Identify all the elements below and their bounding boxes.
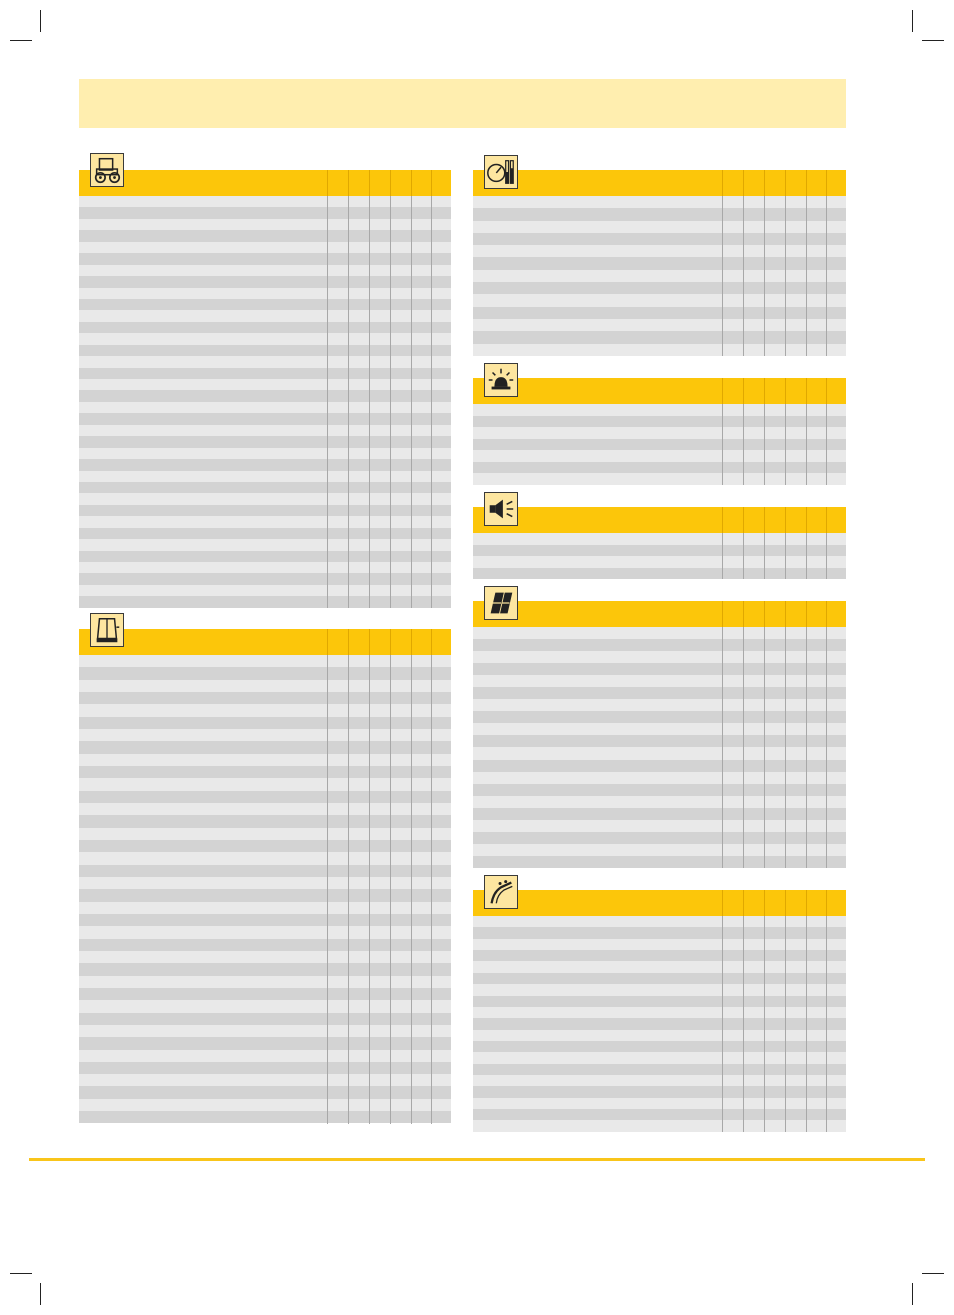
table-row xyxy=(473,984,846,995)
beacon-light-icon xyxy=(484,363,518,397)
table-row xyxy=(473,639,846,651)
table-row xyxy=(473,844,846,856)
table-row xyxy=(79,276,451,287)
table-row xyxy=(473,735,846,747)
table-row xyxy=(473,627,846,639)
crop-mark xyxy=(922,1273,944,1274)
table-row xyxy=(79,253,451,264)
table-row xyxy=(79,1086,451,1098)
section-hydraulics xyxy=(473,870,846,1132)
table-row xyxy=(79,951,451,963)
table-row xyxy=(473,711,846,723)
table-row xyxy=(79,914,451,926)
section-header xyxy=(473,378,846,404)
table-row xyxy=(79,1111,451,1123)
data-table xyxy=(79,196,451,608)
table-row xyxy=(79,356,451,367)
table-row xyxy=(79,815,451,827)
table-row xyxy=(79,667,451,679)
table-row xyxy=(79,505,451,516)
table-row xyxy=(473,916,846,927)
table-row xyxy=(473,950,846,961)
table-row xyxy=(473,1075,846,1086)
data-table xyxy=(473,916,846,1132)
table-row xyxy=(79,877,451,889)
table-row xyxy=(473,257,846,269)
section-tractor xyxy=(79,150,451,608)
crop-mark xyxy=(922,40,944,41)
table-row xyxy=(79,803,451,815)
windows-icon xyxy=(484,586,518,620)
gauge-levers-icon xyxy=(484,155,518,189)
table-row xyxy=(79,1037,451,1049)
table-row xyxy=(473,1086,846,1097)
table-row xyxy=(79,766,451,778)
table-row xyxy=(473,832,846,844)
table-row xyxy=(473,545,846,557)
table-row xyxy=(79,778,451,790)
table-row xyxy=(473,282,846,294)
table-row xyxy=(79,242,451,253)
crop-mark xyxy=(10,40,32,41)
table-row xyxy=(79,573,451,584)
table-row xyxy=(79,333,451,344)
table-row xyxy=(473,439,846,451)
horn-speaker-icon xyxy=(484,492,518,526)
table-row xyxy=(473,820,846,832)
table-row xyxy=(79,448,451,459)
table-row xyxy=(473,760,846,772)
table-row xyxy=(79,459,451,470)
table-row xyxy=(79,963,451,975)
table-row xyxy=(79,390,451,401)
table-row xyxy=(473,808,846,820)
section-header xyxy=(79,629,451,655)
data-table xyxy=(473,533,846,579)
table-row xyxy=(79,680,451,692)
table-row xyxy=(79,865,451,877)
table-row xyxy=(473,245,846,257)
table-row xyxy=(79,471,451,482)
table-row xyxy=(79,902,451,914)
section-header xyxy=(473,601,846,627)
table-row xyxy=(79,436,451,447)
table-row xyxy=(79,926,451,938)
table-row xyxy=(473,307,846,319)
table-row xyxy=(473,663,846,675)
table-row xyxy=(79,976,451,988)
table-row xyxy=(473,533,846,545)
table-row xyxy=(79,219,451,230)
table-row xyxy=(79,551,451,562)
table-row xyxy=(79,1050,451,1062)
table-row xyxy=(473,1018,846,1029)
table-row xyxy=(79,852,451,864)
top-banner xyxy=(79,79,846,128)
table-row xyxy=(79,539,451,550)
table-row xyxy=(79,528,451,539)
table-row xyxy=(79,939,451,951)
table-row xyxy=(79,988,451,1000)
table-row xyxy=(79,196,451,207)
table-row xyxy=(79,516,451,527)
table-row xyxy=(473,796,846,808)
table-row xyxy=(473,462,846,474)
section-header xyxy=(79,170,451,196)
table-row xyxy=(79,754,451,766)
table-row xyxy=(473,1064,846,1075)
table-row xyxy=(473,404,846,416)
tractor-icon xyxy=(90,153,124,187)
table-row xyxy=(473,427,846,439)
crop-mark xyxy=(40,1283,41,1305)
table-row xyxy=(79,596,451,607)
table-row xyxy=(473,1041,846,1052)
table-row xyxy=(473,473,846,485)
table-row xyxy=(473,747,846,759)
table-row xyxy=(473,996,846,1007)
table-row xyxy=(473,723,846,735)
section-header xyxy=(473,507,846,533)
table-row xyxy=(79,585,451,596)
section-header xyxy=(473,890,846,916)
table-row xyxy=(473,1098,846,1109)
table-row xyxy=(79,207,451,218)
table-row xyxy=(79,1025,451,1037)
table-row xyxy=(79,425,451,436)
table-row xyxy=(473,568,846,580)
table-row xyxy=(473,450,846,462)
table-row xyxy=(79,562,451,573)
crop-mark xyxy=(40,10,41,32)
table-row xyxy=(79,791,451,803)
table-row xyxy=(473,699,846,711)
table-row xyxy=(473,221,846,233)
table-row xyxy=(473,556,846,568)
crop-mark xyxy=(912,1283,913,1305)
table-row xyxy=(79,493,451,504)
table-row xyxy=(79,741,451,753)
table-row xyxy=(79,368,451,379)
table-row xyxy=(79,413,451,424)
crop-mark xyxy=(912,10,913,32)
table-row xyxy=(79,729,451,741)
table-row xyxy=(473,208,846,220)
table-row xyxy=(79,1099,451,1111)
section-header xyxy=(473,170,846,196)
table-row xyxy=(473,784,846,796)
table-row xyxy=(473,927,846,938)
table-row xyxy=(79,482,451,493)
table-row xyxy=(473,687,846,699)
table-row xyxy=(79,1013,451,1025)
table-row xyxy=(473,294,846,306)
table-row xyxy=(473,856,846,868)
table-row xyxy=(79,1074,451,1086)
table-row xyxy=(473,416,846,428)
section-lighting xyxy=(473,358,846,485)
table-row xyxy=(473,331,846,343)
table-row xyxy=(473,319,846,331)
table-row xyxy=(79,692,451,704)
table-row xyxy=(473,1030,846,1041)
table-row xyxy=(79,840,451,852)
data-table xyxy=(473,404,846,485)
table-row xyxy=(79,265,451,276)
data-table xyxy=(473,627,846,868)
table-row xyxy=(473,939,846,950)
table-row xyxy=(79,310,451,321)
table-row xyxy=(473,1007,846,1018)
table-row xyxy=(473,233,846,245)
table-row xyxy=(79,1000,451,1012)
table-row xyxy=(79,1062,451,1074)
table-row xyxy=(473,344,846,356)
table-row xyxy=(473,961,846,972)
table-row xyxy=(473,1052,846,1063)
hydraulic-arm-icon xyxy=(484,875,518,909)
table-row xyxy=(79,299,451,310)
table-row xyxy=(79,230,451,241)
cab-icon xyxy=(90,613,124,647)
table-row xyxy=(473,196,846,208)
table-row xyxy=(79,655,451,667)
table-row xyxy=(473,973,846,984)
table-row xyxy=(79,717,451,729)
footer-rule xyxy=(29,1158,925,1161)
table-row xyxy=(473,651,846,663)
section-windows xyxy=(473,581,846,868)
table-row xyxy=(473,1120,846,1131)
crop-mark xyxy=(10,1273,32,1274)
section-cab xyxy=(79,609,451,1124)
section-audio xyxy=(473,487,846,579)
table-row xyxy=(79,402,451,413)
table-row xyxy=(79,704,451,716)
table-row xyxy=(79,828,451,840)
table-row xyxy=(473,270,846,282)
table-row xyxy=(473,1109,846,1120)
table-row xyxy=(473,675,846,687)
table-row xyxy=(79,889,451,901)
section-instruments xyxy=(473,150,846,356)
table-row xyxy=(79,379,451,390)
table-row xyxy=(79,345,451,356)
data-table xyxy=(79,655,451,1124)
table-row xyxy=(79,288,451,299)
table-row xyxy=(79,322,451,333)
data-table xyxy=(473,196,846,356)
table-row xyxy=(473,772,846,784)
